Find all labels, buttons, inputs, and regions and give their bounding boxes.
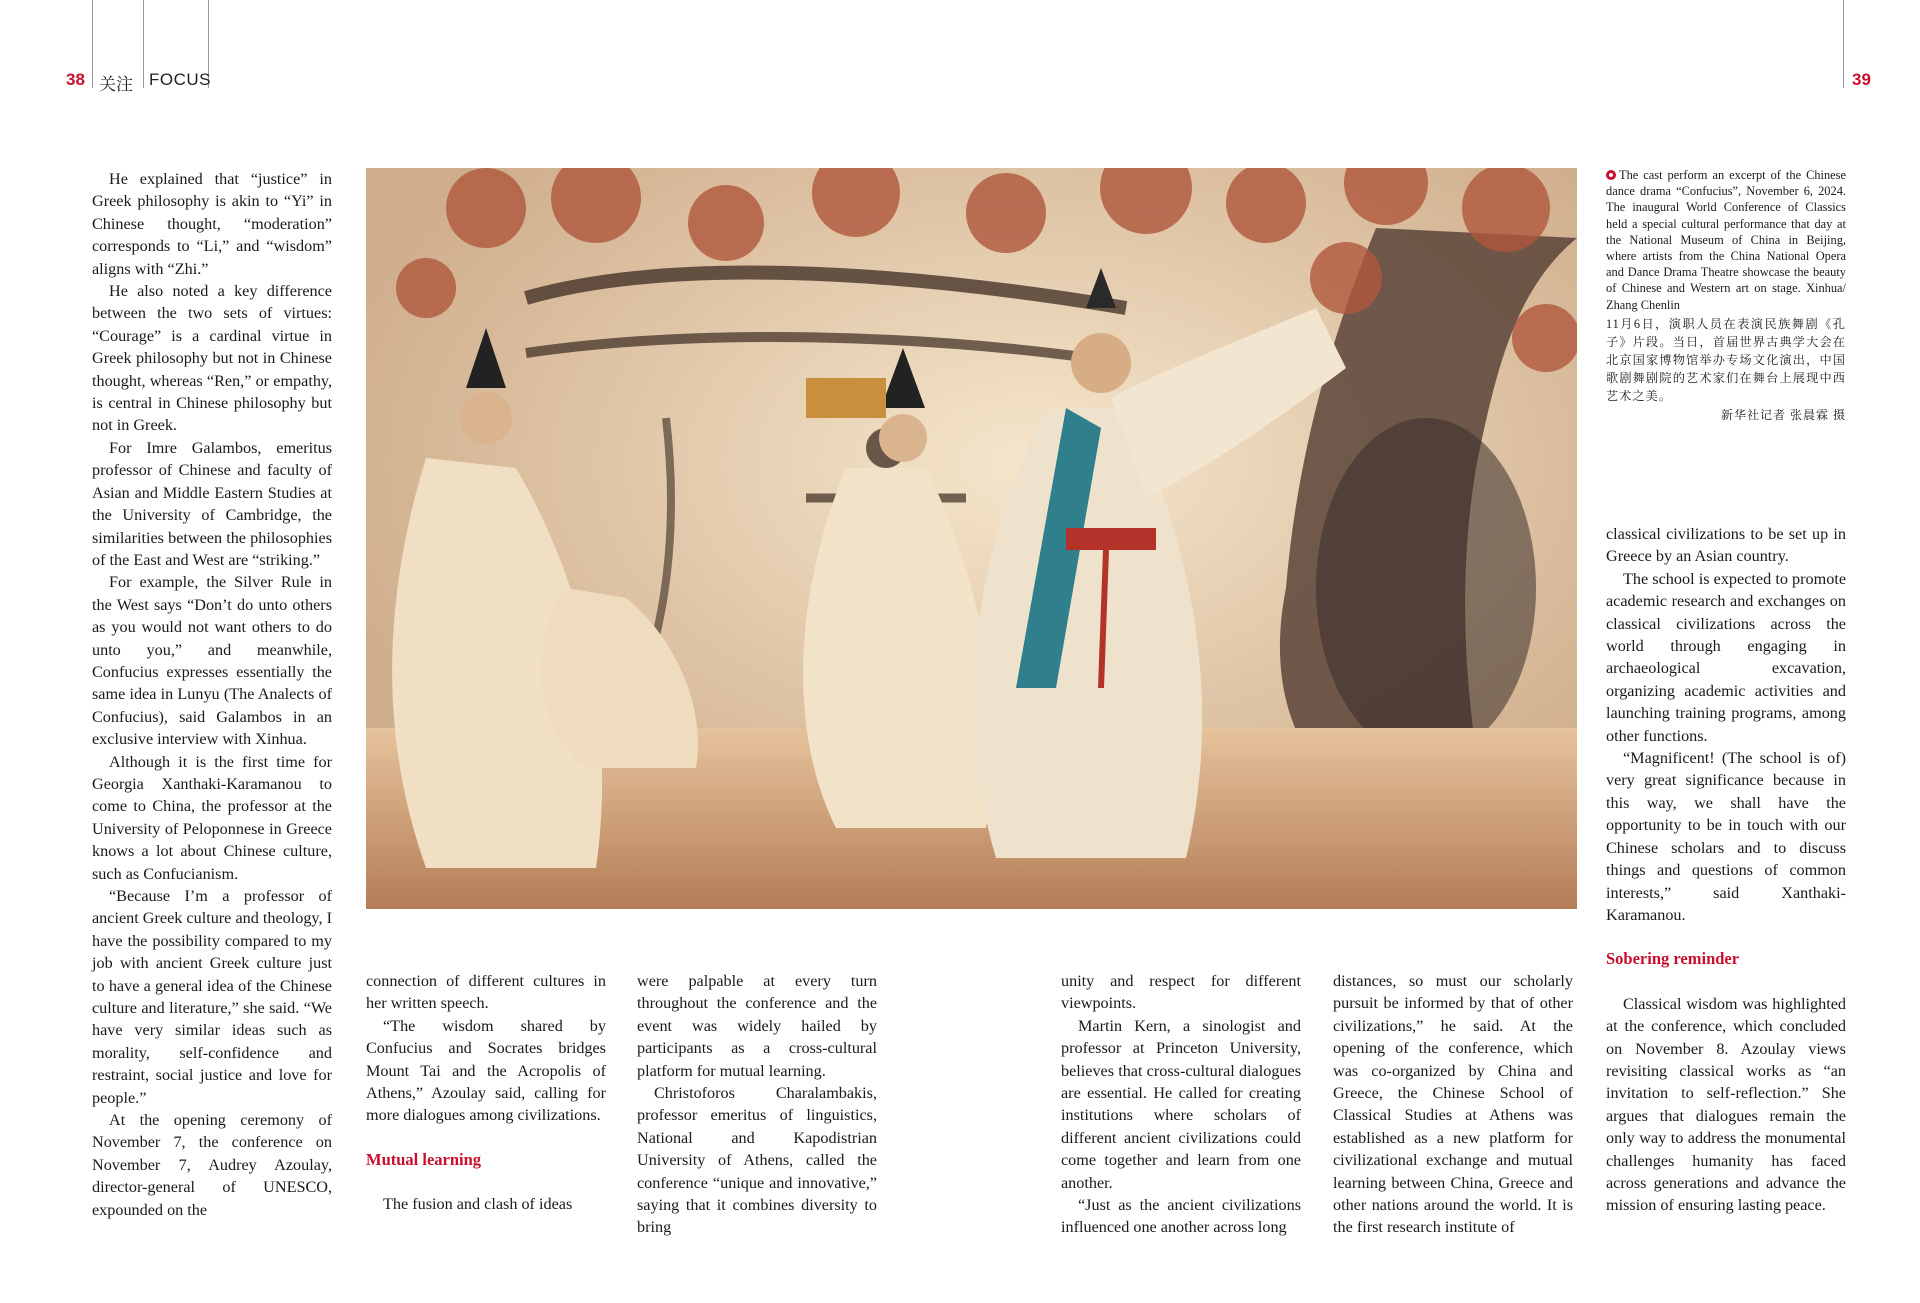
paragraph: were palpable at every turn throughout the conference and the event was widely hailed by participants as a cross-cultural platform for mutual learning. (637, 972, 877, 1080)
text-column-2 (366, 970, 606, 1216)
section-label-cn: 关注 (99, 75, 133, 94)
paragraph: The fusion and clash of ideas (383, 1195, 573, 1214)
paragraph: unity and respect for different viewpoints. (1061, 972, 1301, 1013)
paragraph: Christoforos Charalambakis, professor emeritus of linguistics, National and Kapodistrian University of Athens, called the conference “unique and innovative,” saying that it combines diversity to bring (637, 1084, 877, 1237)
paragraph: Martin Kern, a sinologist and professor at Princeton University, believes that cross-cultural dialogues are essential. He called for creating institutions where scholars of different ancient civilizations could come together and learn from one another. (1061, 1016, 1301, 1192)
header-rule-2 (143, 0, 144, 88)
paragraph: “Because I’m a professor of ancient Greek culture and theology, I have the possibility compared to my job with ancient Greek culture just to have a general idea of the Chinese culture and literature,” she said. “We have very similar ideas such as morality, self-confidence and restraint, social justice and love for people.” (92, 887, 332, 1107)
paragraph: “The wisdom shared by Confucius and Socrates bridges Mount Tai and the Acropolis of Athens,” Azoulay said, calling for more dialogues among civilizations. (366, 1016, 606, 1125)
caption-credit: 新华社记者 张晨霖 摄 (1720, 407, 1846, 422)
page-number-right: 39 (1852, 70, 1871, 89)
paragraph: The school is expected to promote academic research and exchanges on classical civilizations across the world through engaging in archaeological excavation, organizing academic activities and launching training programs, among other functions. (1606, 569, 1846, 745)
paragraph: For Imre Galambos, emeritus professor of Chinese and faculty of Asian and Middle Eastern Studies at the University of Cambridge, the similarities between the philosophies of the East and West are “striking.” (92, 438, 332, 569)
camera-icon (1606, 170, 1616, 180)
spacer (366, 1171, 606, 1193)
paragraph: He also noted a key difference between the two sets of virtues: “Courage” is a cardinal virtue in Greek philosophy but not in Chinese thought, whereas “Ren,” or empathy, is central in Chinese philosophy but not in Greek. (92, 282, 332, 435)
paragraph: For example, the Silver Rule in the West says “Don’t do unto others as you would not want others to do unto you,” and meanwhile, Confucius expresses essentially the same idea in Lunyu (The Analects of Confucius), said Galambos in an exclusive interview with Xinhua. (92, 573, 332, 749)
header-rule-4 (1843, 0, 1844, 88)
text-column-6 (1606, 523, 1846, 1217)
paragraph: Although it is the first time for Georgia Xanthaki-Karamanou to come to China, the professor at the University of Peloponnese in Greece knows a lot about Chinese culture, such as Confucianism. (92, 752, 332, 883)
photo-caption (1606, 167, 1846, 423)
caption-cn: 11月6日，演职人员在表演民族舞剧《孔子》片段。当日，首届世界古典学大会在北京国家博物馆举办专场文化演出，中国歌剧舞剧院的艺术家们在舞台上展现中西艺术之美。 (1606, 316, 1846, 403)
text-column-5 (1333, 970, 1573, 1239)
paragraph: Classical wisdom was highlighted at the conference, which concluded on November 8. Azoulay views revisiting classical works as “an invitation to self-reflection.” She argues that dialogues remain the only way to address the monumental challenges humanity has faced across generations and advance the mission of ensuring lasting peace. (1606, 994, 1846, 1215)
text-column-4 (1061, 970, 1301, 1239)
paragraph: classical civilizations to be set up in Greece by an Asian country. (1606, 525, 1846, 566)
paragraph: distances, so must our scholarly pursuit be informed by that of other civilizations,” he said. At the opening of the conference, which was co-organized by China and Greece, the Chinese School of Classical Studies at Athens was established as a new platform for civilizational exchange and mutual learning between China, Greece and other nations around the world. It is the first research institute of (1333, 972, 1573, 1237)
spacer (1606, 926, 1846, 948)
section-label-en: FOCUS (149, 70, 211, 89)
page-number-left: 38 (66, 70, 85, 89)
spacer (1606, 971, 1846, 993)
paragraph: At the opening ceremony of November 7, the conference on November 7, Audrey Azoulay, director-general of UNESCO, expounded on the (92, 1111, 332, 1219)
subheading-mutual-learning: Mutual learning (366, 1149, 482, 1169)
caption-en (1606, 167, 1846, 313)
text-column-1 (92, 168, 332, 1221)
header-rule-1 (92, 0, 93, 88)
caption-en-text: The cast perform an excerpt of the Chinese dance drama “Confucius”, November 6, 2024. The inaugural World Conference of Classics held a special cultural performance that day at the National Museum of China in Beijing, where artists from the China National Opera and Dance Drama Theatre showcase the beauty of Chinese and Western art on stage. Xinhua/ Zhang Chenlin (1606, 168, 1846, 312)
stage-performance-photo (366, 168, 1577, 909)
photo-illustration (366, 168, 1577, 909)
paragraph: “Magnificent! (The school is of) very great significance because in this way, we shall have the opportunity to be in touch with our Chinese scholars and to discuss things and questions of common interests,” said Xanthaki-Karamanou. (1606, 749, 1846, 924)
subheading-sobering-reminder: Sobering reminder (1606, 949, 1740, 969)
paragraph: “Just as the ancient civilizations influenced one another across long (1061, 1196, 1301, 1237)
spacer (366, 1127, 606, 1149)
paragraph: connection of different cultures in her written speech. (366, 972, 606, 1013)
paragraph: He explained that “justice” in Greek philosophy is akin to “Yi” in Chinese thought, “moderation” corresponds to “Li,” and “wisdom” aligns with “Zhi.” (92, 170, 332, 278)
text-column-3 (637, 970, 877, 1239)
